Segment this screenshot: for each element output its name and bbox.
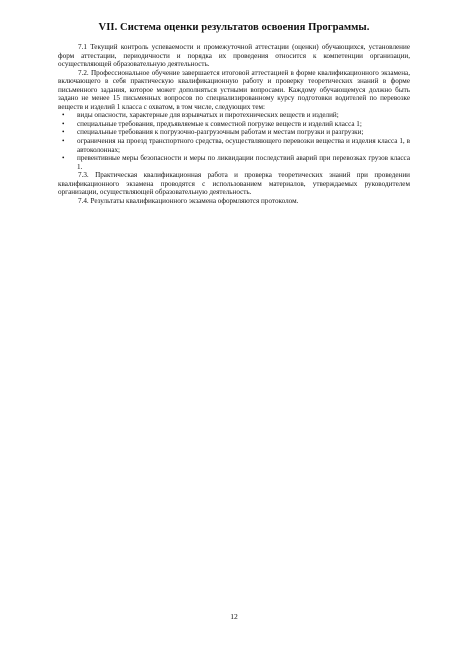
bullet-item-text: специальные требования к погрузочно-разгрузочным работам и местам погрузки и разгрузки; [77, 128, 364, 137]
bullet-item [58, 111, 410, 120]
topics-bullet-list [58, 111, 410, 171]
bullet-icon: • [62, 119, 65, 128]
bullet-icon: • [62, 154, 65, 163]
section-heading: VII. Система оценки результатов освоения Программы. [98, 22, 370, 33]
page-number: 12 [230, 612, 238, 621]
paragraph-7-2: 7.2. Профессиональное обучение завершается итоговой аттестацией в форме квалификационного экзамена, включающего в себя практическую квалификационную работу и проверку теоретических знаний в форме письменного задания, которое может дополняться устными вопросами. Каждому обучающемуся должно быть задано не менее 15 письменных вопросов по специализированному курсу подготовки водителей по перевозке веществ и изделий 1 класса с охватом, в том числе, следующих тем: [58, 68, 410, 111]
bullet-item-text: превентивные меры безопасности и меры по ликвидации последствий аварий при перевозках грузов класса 1. [77, 154, 410, 171]
bullet-icon: • [62, 111, 65, 120]
bullet-item-text: ограничения на проезд транспортного средства, осуществляющего перевозки вещества и изделия класса 1, в автоколоннах; [77, 137, 410, 154]
page-content [58, 21, 410, 205]
bullet-item [58, 128, 410, 137]
bullet-item [58, 137, 410, 154]
bullet-icon: • [62, 128, 65, 137]
paragraph-7-3: 7.3. Практическая квалификационная работа и проверка теоретических знаний при проведении квалификационного экзамена проводятся с использованием материалов, утверждаемых руководителем организации, осуществляющей образовательную деятельность. [58, 171, 410, 197]
bullet-item [58, 120, 410, 129]
bullet-item-text: виды опасности, характерные для взрывчатых и пиротехнических веществ и изделий; [77, 111, 339, 120]
bullet-icon: • [62, 137, 65, 146]
bullet-item-text: специальные требования, предъявляемые к совместной погрузке веществ и изделий класса 1; [77, 119, 362, 128]
paragraph-7-1: 7.1 Текущий контроль успеваемости и промежуточной аттестации (оценки) обучающихся, установление форм аттестации, периодичности и порядка их проведения относится к компетенции организации, осуществляющей образовательную деятельность. [58, 43, 410, 69]
paragraph-7-4: 7.4. Результаты квалификационного экзамена оформляются протоколом. [78, 196, 299, 205]
bullet-item [58, 154, 410, 171]
